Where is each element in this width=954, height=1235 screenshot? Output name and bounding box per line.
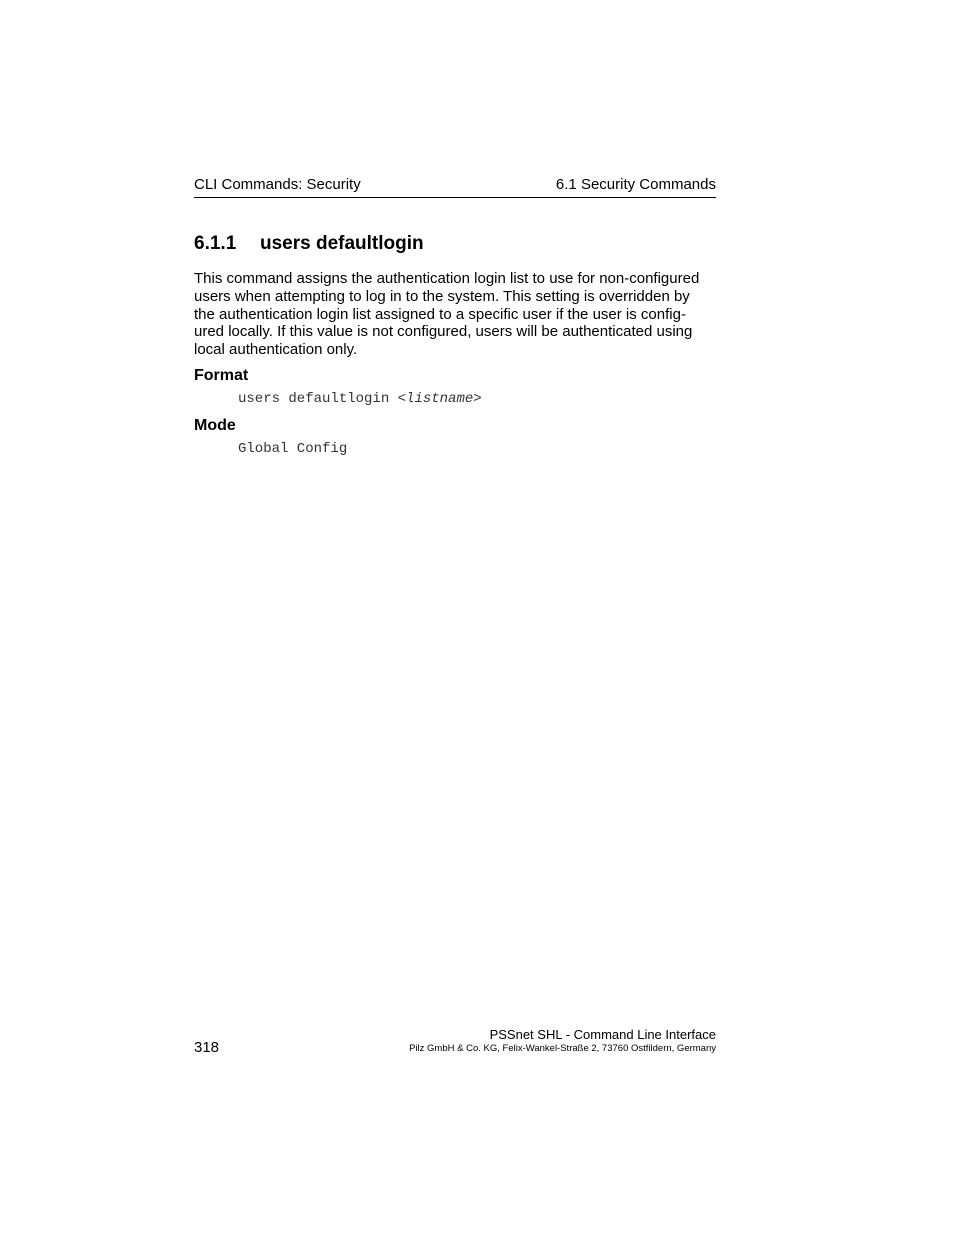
format-heading: Format: [194, 367, 249, 384]
format-command-text: users defaultlogin: [238, 391, 398, 407]
mode-heading: Mode: [194, 417, 236, 434]
running-header: [194, 175, 716, 198]
footer-address: Pilz GmbH & Co. KG, Felix-Wankel-Straße 2, 73760 Ostfildern, Germany: [409, 1043, 716, 1054]
description-line: local authentication only.: [194, 341, 358, 359]
description-line: users when attempting to log in to the system. This setting is overridden by: [194, 287, 690, 305]
footer-document-title: PSSnet SHL - Command Line Interface: [489, 1027, 716, 1042]
format-parameter: <listname>: [397, 391, 482, 407]
section-title-text: users defaultlogin: [260, 233, 424, 254]
format-command: [238, 391, 482, 407]
header-section-title: 6.1 Security Commands: [555, 176, 716, 193]
description-line: ured locally. If this value is not configured, users will be authenticated using: [194, 323, 693, 341]
section-heading: [194, 233, 424, 255]
mode-value: Global Config: [238, 441, 348, 457]
page-number: 318: [194, 1039, 220, 1056]
description-line: This command assigns the authentication login list to use for non-configured: [194, 270, 700, 287]
section-number: 6.1.1: [194, 233, 237, 254]
description-paragraph: [194, 270, 716, 359]
description-line: the authentication login list assigned to a specific user if the user is config-: [194, 305, 686, 323]
header-chapter-title: CLI Commands: Security: [194, 176, 361, 193]
